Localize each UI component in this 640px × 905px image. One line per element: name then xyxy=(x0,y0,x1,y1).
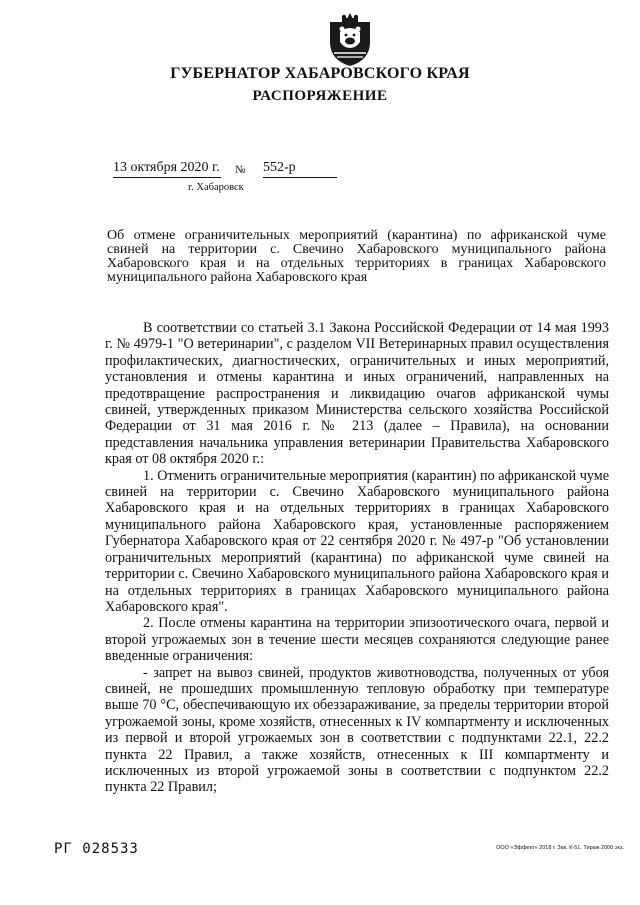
document-date: 13 октября 2020 г. xyxy=(113,160,221,178)
number-sign: № xyxy=(235,164,246,176)
body-paragraph-restriction: - запрет на вывоз свиней, продуктов животноводства, полученных от убоя свиней, не прошедших промышленную тепловую обработку при температуре выше 70 °С, обеспечивающую их обеззараживание, за пределы территории второй угрожаемой зоны, кроме хозяйств, отнесенных к IV компартменту и исключенных из первой и второй угрожаемых зон в соответствии с подпунктами 22.1, 22.2 пункта 22 Правил, а также хозяйств, отнесенных к III компартменту и исключенных из второй угрожаемой зоны в соответствии с подпунктом 22.2 пункта 22 Правил; xyxy=(105,664,609,796)
document-body xyxy=(105,320,609,796)
document-subject: Об отмене ограничительных мероприятий (карантина) по африканской чуме свиней на территории с. Свечино Хабаровского муниципального района Хабаровского края и на отдельных территориях в границах Хабаровского муниципального района Хабаровского края xyxy=(107,228,606,285)
organization-title: ГУБЕРНАТОР ХАБАРОВСКОГО КРАЯ xyxy=(170,65,470,82)
document-number: 552-р xyxy=(263,160,337,178)
body-paragraph-preamble: В соответствии со статьей 3.1 Закона Российской Федерации от 14 мая 1993 г. № 4979-1 "О ветеринарии", с разделом VII Ветеринарных правил осуществления профилактических, диагностических, ограничительных и иных мероприятий, установления и отмены карантина и иных ограничений, направленных на предотвращение распространения и ликвидацию очагов африканской чумы свиней, утвержденных приказом Министерства сельского хозяйства Российской Федерации от 31 мая 2016 г. № 213 (далее – Правила), на основании представления начальника управления ветеринарии Правительства Хабаровского края от 08 октября 2020 г.: xyxy=(105,320,609,468)
document-type: РАСПОРЯЖЕНИЕ xyxy=(252,88,388,104)
body-paragraph-item-1: 1. Отменить ограничительные мероприятия (карантин) по африканской чуме свиней на территории с. Свечино Хабаровского муниципального района Хабаровского края и на отдельных территориях в границах Хабаровского муниципального района Хабаровского края, установленные распоряжением Губернатора Хабаровского края от 22 сентября 2020 г. № 497-р "Об установлении ограничительных мероприятий (карантина) по африканской чуме свиней на территории с. Свечино Хабаровского муниципального района Хабаровского края и на отдельных территориях в границах Хабаровского муниципального района Хабаровского края". xyxy=(105,467,610,615)
khabarovsk-krai-coat-of-arms-icon xyxy=(327,8,373,68)
emblem xyxy=(327,8,373,68)
body-paragraph-item-2: 2. После отмены карантина на территории эпизоотического очага, первой и второй угрожаемых зон в течение шести месяцев сохраняются следующие ранее введенные ограничения: xyxy=(105,615,609,665)
footer-printer-info: ООО «Эффект» 2018 г. Зак. К-51. Тираж 2000 экз. xyxy=(496,845,624,851)
document-city: г. Хабаровск xyxy=(188,182,244,193)
footer-form-code: РГ 028533 xyxy=(54,841,139,857)
